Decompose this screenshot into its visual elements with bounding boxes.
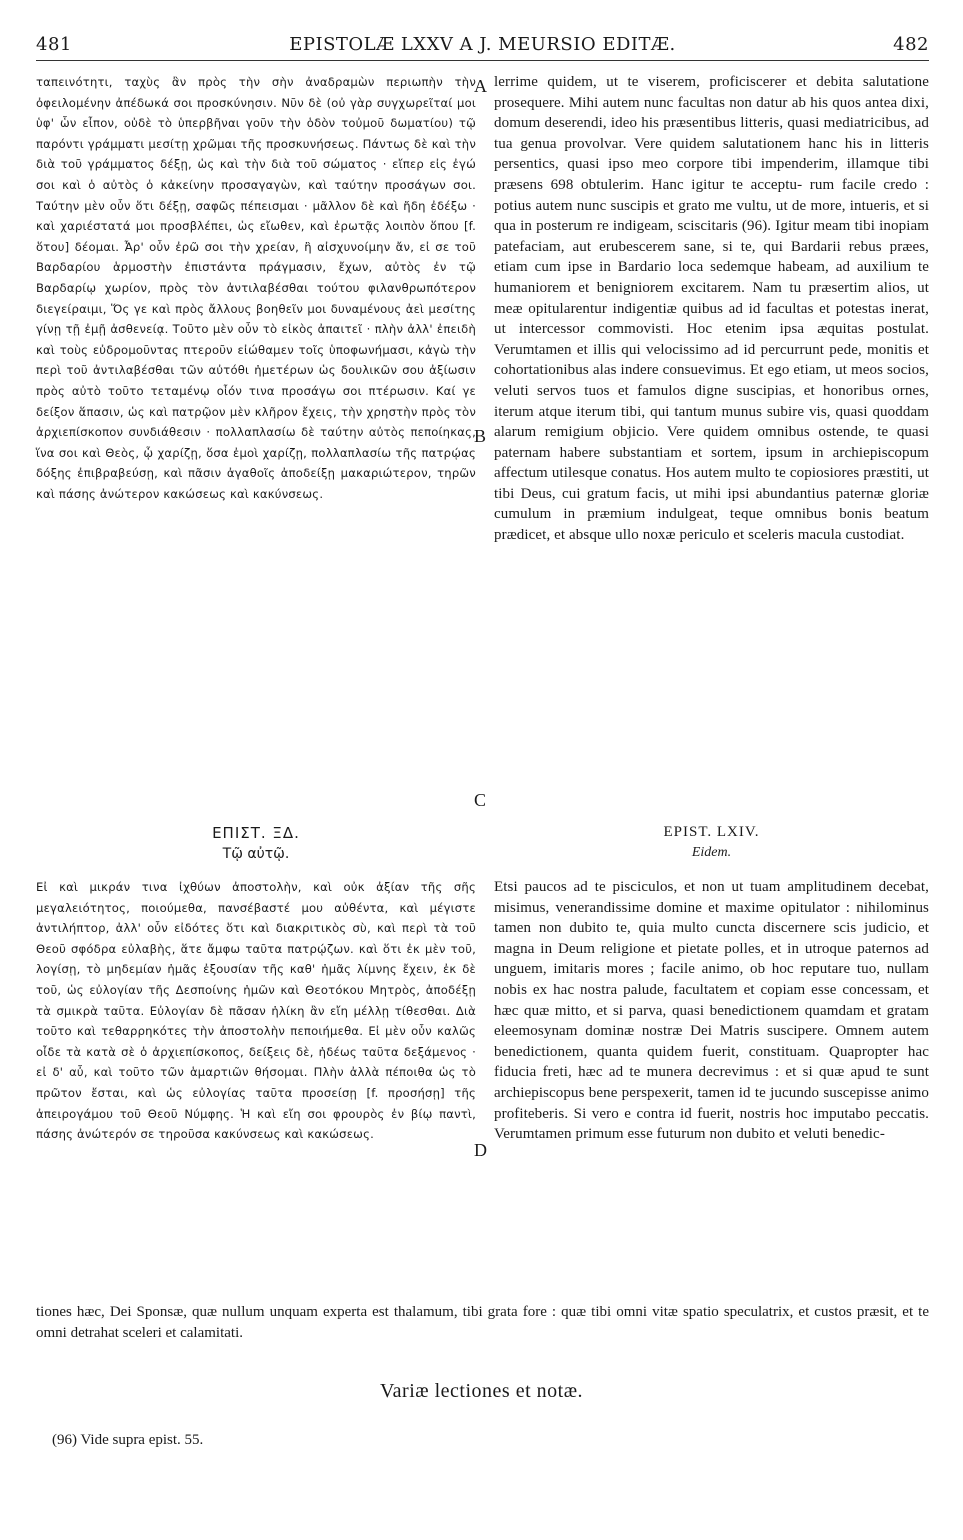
running-header bbox=[36, 34, 929, 60]
margin-letter-c: C bbox=[474, 790, 487, 810]
latin-epistle-heading bbox=[494, 824, 929, 861]
latin-text-2: Etsi paucos ad te pisciculos, et non ut tuam amplitudinem decebat, misimus, venerandissime domine et maxime opitulator : nihilominus tamen non dubito te, quia multo cuncta discernere scis judicio, et magna in Deum religione et pietate polles, et in utroque paternos ad unguem, imitaris mores ; facile animo, ob hoc reputare tuo, nullam nobis ex hac nostra palude, facultatem et copiam esse concessam, et hæc quæ mitto, et si parva, quasi benedictionem quamdam et gratam eleemosynam dominæ nostræ Dei Matris suscipere. Omnem autem benedictionem, quanta quidem fuerit, constituam. Quapropter hac fiducia freti, hæc ad te munera decrevimus : et si quæ apud te sunt archiepiscopus bene perspexerit, tamen id te jucundo suscepisse animo profiteberis. Si vero e contra id fuerit, nostris hoc imputabo peccatis. Verumtamen primum esse futurum non dubito et veluti benedic- bbox=[494, 879, 929, 1143]
latin-column-epistle-63 bbox=[494, 72, 929, 546]
latin-epistle-title: EPIST. LXIV. bbox=[663, 824, 760, 840]
greek-column-epistle-64 bbox=[36, 877, 476, 1145]
notes-heading: Variæ lectiones et notæ. bbox=[379, 1380, 584, 1402]
greek-column-epistle-63 bbox=[36, 72, 476, 504]
latin-epistle-addressee: Eidem. bbox=[691, 845, 732, 860]
margin-letter-b: B bbox=[474, 426, 487, 446]
header-rule bbox=[36, 60, 929, 61]
margin-letter-d: D bbox=[474, 1140, 487, 1160]
latin-column-epistle-64 bbox=[494, 877, 929, 1145]
greek-text-1: ταπεινότητι, ταχὺς ἂν πρὸς τὴν σὴν ἀναδραμὼν περιωπὴν τὴν ὀφειλομένην ἀπέδωκά σοι προσκύνησιν. Νῦν δὲ (οὐ γὰρ συγχωρεῖταί μοι ὑφ' ὧν εἶπον, οὐδὲ τὸ ὑπερβῆναι γοῦν τὴν ὁδὸν τοὐμοῦ δωματίου) τῷ παρόντι γράμματι μεσίτῃ χρῶμαι τῆς προσκυνήσεως. Πάντως δὲ καὶ τὴν διὰ τοῦ γράμματος δέξῃ, ὡς καὶ τὴν διὰ τοῦ σώματος · εἴπερ εἰς ἐγώ σοι καὶ ὁ αὐτὸς ὁ κἀκείνην προσαγαγὼν, καὶ ταύτην προσάγων σοι. Ταύτην μὲν οὖν ὅτι δέξῃ, σαφῶς πέπεισμαι · μᾶλλον δὲ καὶ ἤδη ἐδέξω · καὶ χαριέστατά μοι προσβλέπει, ὡς εἴωθεν, καὶ ἐρωτᾷς λοιπὸν ὅπου [f. ὅτου] δέομαι. Ἆρ' οὖν ἐρῶ σοι τὴν χρείαν, ἢ αἰσχυνοίμην ἄν, εἰ σε τοῦ Βαρδαρίου ἁρμοστὴν ἐπιστάντα πράγμασιν, ἔχων, αὐτὸς ἐν τῷ Βαρδαρίῳ χωρίον, πρὸς τὸν ἀντιλαβέσθαι τούτου φιλανθρωπότερον διεγείραιμι, Ὅς γε καὶ πρὸς ἄλλους βοηθεῖν μοι δυναμένους ἀεὶ μεσίτης γίνῃ τῇ ἐμῇ ἀσθενείᾳ. Τοῦτο μὲν οὖν τὸ εἰκὸς ἀπαιτεῖ · πλὴν ἀλλ' ἐπειδὴ καὶ τοὺς εὐδρομοῦντας πτεροῦν εἰώθαμεν τοῖς ὑποφωνήμασι, κἀγὼ τὴν περὶ τοῦ ἀντιλαβέσθαι τῶν αὐτόθι ἡμετέρων ὡς δουλικῶν σου ἀξίωσιν πρὸς αὐτὸ τοῦτο τεταμένῳ οἷόν τινα προσάγω σοι πτέρωσιν. Καί γε δείξον ἅπασιν, ὡς καὶ πατρῷον μὲν κλῆρον ἔχεις, τὴν χρηστὴν πρὸς τὸν ἀρχιεπίσκοπον συνδιάθεσιν · πολλαπλασίω δὲ ταύτην αὐτὸς πεποίηκας, ἵνα σοι καὶ Θεὸς, ᾧ χαρίζῃ, ὅσα ἐμοὶ χαρίζῃ, πολλαπλασίω τῆς πατρῴας δόξης ἐπιβραβεύσῃ, καὶ πᾶσιν ἀγαθοῖς ἀποδείξῃ μακαριώτερον, τηρῶν καὶ πάσης ἀνώτερον κακώσεως καὶ κακύνσεως. bbox=[36, 75, 476, 501]
fullwidth-continuation: tiones hæc, Dei Sponsæ, quæ nullum unquam experta est thalamum, tibi grata fore : quæ tibi omni vitæ spatio speculatrix, et custos præsit, et te omni detrahat sceleri et calamitati. bbox=[36, 1304, 929, 1341]
running-title: EPISTOLÆ LXXV A J. MEURSIO EDITÆ. bbox=[289, 34, 676, 55]
page-number-left: 481 bbox=[36, 34, 72, 55]
greek-epistle-addressee: Τῷ αὐτῷ. bbox=[222, 846, 290, 862]
greek-text-2: Εἰ καὶ μικράν τινα ἰχθύων ἀποστολὴν, καὶ οὐκ ἀξίαν τῆς σῆς μεγαλειότητος, ποιούμεθα, πανσέβαστέ μου αὐθέντα, καὶ μέγιστε ἀντιλήπτορ, ἀλλ' οὖν εἰδότες ὅτι καὶ διακριτικὸς σὺ, καὶ περὶ τὰ τοῦ Θεοῦ σφόδρα εὐλαβὴς, ἅτε ἄμφω ταῦτα πατρῴζων. καὶ ὅτι ἐκ μὲν τοῦ, λογίσῃ, τὸ μηδεμίαν ἡμᾶς ἐξουσίαν τῆς καθ' ἡμᾶς λίμνης ἔχειν, ἐκ δὲ τοῦ, ὡς εὐλογίαν τῆς Δεσποίνης ἡμῶν καὶ Θεοτόκου Μητρὸς, ἀποδέξῃ τὰ σμικρὰ ταῦτα. Εὐλογίαν δὲ πᾶσαν ἡλίκη ἂν εἴη μέλλῃ τίθεσθαι. Διὰ τοῦτο καὶ τεθαρρηκότες τὴν ἀποστολὴν πεποιήμεθα. Εἰ μὲν οὖν καλῶς οἶδε τὰ κατὰ σὲ ὁ ἀρχιεπίσκοπος, δείξεις δὲ, ἡδέως ταῦτα δεξάμενος · εἰ δ' αὖ, καὶ τοῦτο τῶν ἁμαρτιῶν θήσομαι. Πλὴν ἀλλὰ πέποιθα ὡς τὸ πρῶτον ἔσται, καὶ ὡς εὐλογίας ταῦτα προσείσῃ [f. προσήσῃ] τῆς ἀπειρογάμου τοῦ Θεοῦ Νύμφης. Ἡ καὶ εἴη σοι φρουρὸς ἐν βίῳ παντὶ, πάσης ἀνώτερόν σε τηροῦσα κακύνσεως καὶ κακώσεως. bbox=[36, 880, 476, 1142]
page-number-right: 482 bbox=[893, 34, 929, 55]
greek-epistle-heading bbox=[36, 824, 476, 862]
footnote-96: (96) Vide supra epist. 55. bbox=[52, 1432, 204, 1448]
latin-text-1: lerrime quidem, ut te viserem, proficiscerer et debita salutatione prosequere. Mihi autem nunc facultas non datur ab his quos antea dixi, domum deserendi, ideo his præsentibus litteris, quasi mediatricibus, ad tua genua provolvar. Vere quidem salutationem hanc his in litteris persentics, quasi ipso meo corpore tibi impenderim, illamque tibi præsens 698 obtulerim. Hanc igitur te acceptu- rum facile credo : potius autem nunc suscipis et grato me vultu, ut de more, intueris, et si qua in posterum re indigeam, sciscitaris (96). Igitur meam tibi inopiam patefaciam, aut erubescerem sane, si te, qui Bardarii rebus præes, etiam cum ipse in Bardario loca sedemque habeam, ad auxilium te humaniorem et benigniorem excitarem. Nam tu præsertim alios, ut meæ opitularentur indigentiæ quibus ad id facultas et potestas inerat, ut intercessor commovisti. Hoc etenim ipsa æquitas postulat. Verumtamen et illis qui velocissimo ad id percurrunt pede, monitis et cohortationibus alas indere consuevimus. Et ego etiam, ut meos socios, veluti servos tuos et famulos digne suscipias, et honoribus ornes, iterum atque iterum tibi, qui tantum munus subire vis, quasi quoddam alarum remigium objicio. Vere quidem omnibus ostende, te quasi paternam habere substantiam et sortem, ipsum in archiepiscopum affectum utilesque conatus. Hos autem multo te copiosiores præstiti, ut tibi Deus, cui gratum facis, ut mihi ipsi abundantius paternæ gloriæ cumulum in præmium indulgeat, teque omnibus bonis beatum prædicet, et absque ullo noxæ periculo et sceleris macula custodiat. bbox=[494, 74, 929, 544]
greek-epistle-title: ΕΠΙΣΤ. ΞΔ. bbox=[212, 824, 300, 842]
margin-letter-a: A bbox=[474, 76, 487, 96]
